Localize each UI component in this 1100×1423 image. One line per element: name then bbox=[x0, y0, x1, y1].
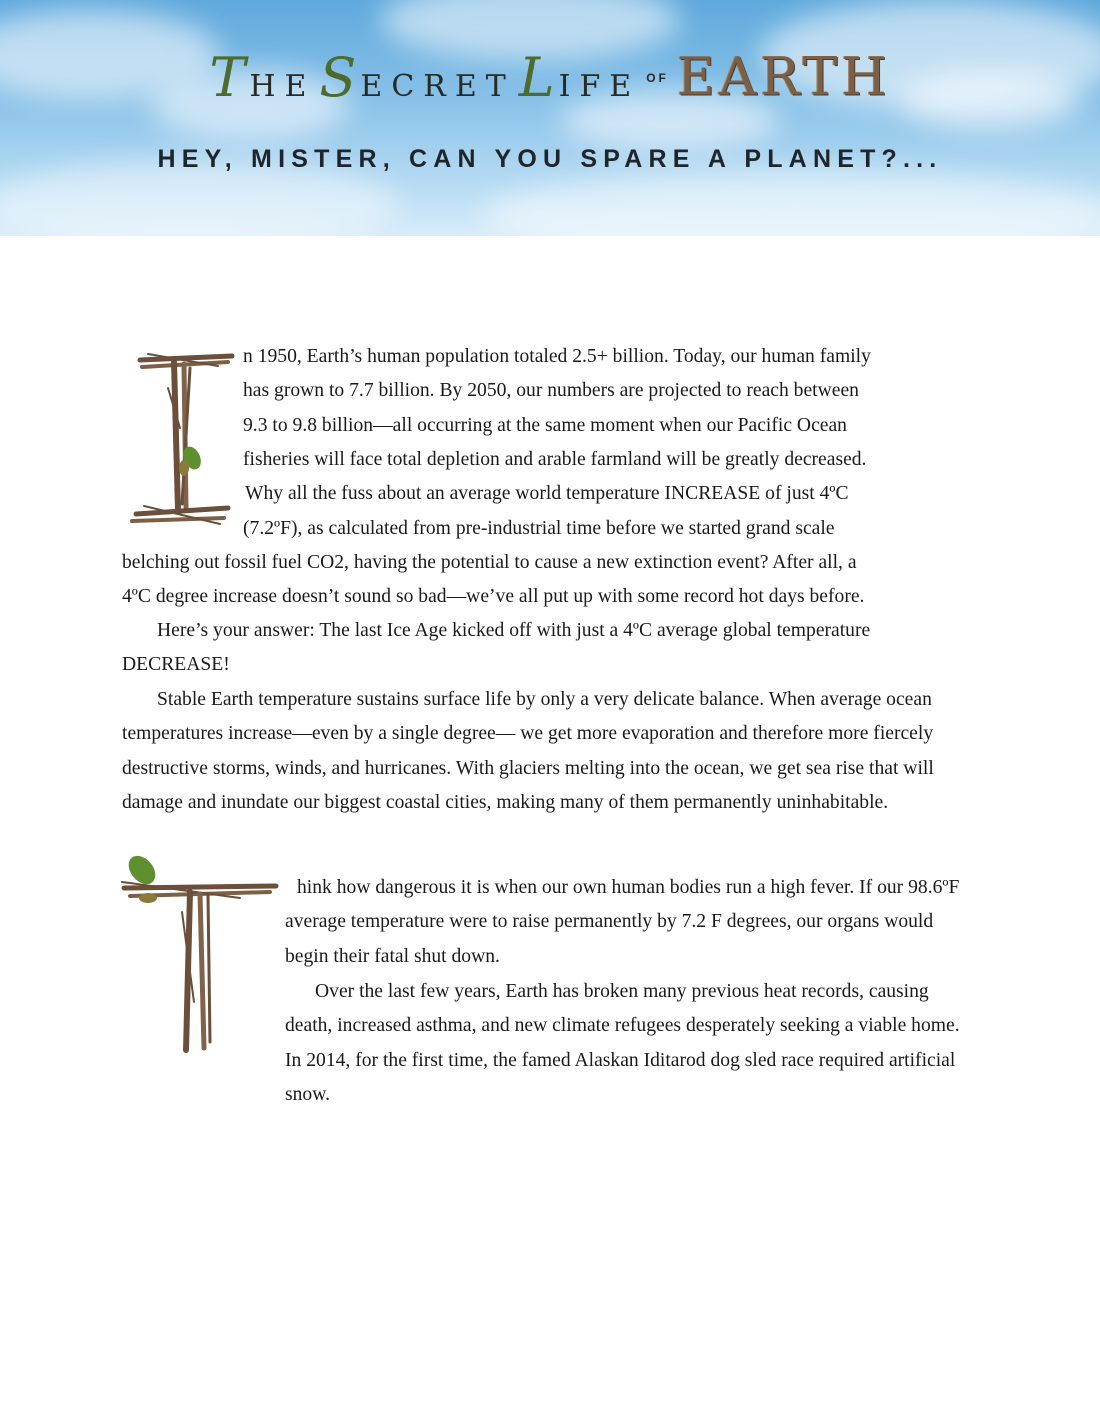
logo-life: LIFE bbox=[518, 46, 641, 109]
pinecone-icon bbox=[139, 893, 157, 903]
text-line: fisheries will face total depletion and arable farmland will be greatly decreased. bbox=[243, 448, 867, 470]
paragraph-delicate-balance: Stable Earth temperature sustains surface life by only a very delicate balance. When average ocean temperatures increase—even by a single degree— we get more evaporation and therefore more fiercely destructive storms, winds, and hurricanes. With glaciers melting into the ocean, we get sea rise that will damage and inundate our biggest coastal cities, making many of them permanently uninhabitable. bbox=[122, 689, 934, 813]
paragraph-fever: hink how dangerous it is when our own human bodies run a high fever. If our 98.6ºF average temperature were to raise permanently by 7.2 F degrees, our organs would begin their fatal shut down. bbox=[285, 877, 960, 967]
series-logo bbox=[0, 46, 1100, 109]
sky-header bbox=[0, 0, 1100, 236]
text-line: 4ºC degree increase doesn’t sound so bad—we’ve all put up with some record hot days before. bbox=[122, 586, 865, 608]
paragraph-ice-age: Here’s your answer: The last Ice Age kicked off with just a 4ºC average global temperature DECREASE! bbox=[122, 620, 871, 676]
text-line: has grown to 7.7 billion. By 2050, our numbers are projected to reach between bbox=[243, 380, 859, 402]
text-line: Why all the fuss about an average world temperature INCREASE of just 4ºC bbox=[245, 483, 849, 505]
paragraph-heat-records: Over the last few years, Earth has broken many previous heat records, causing death, increased asthma, and new climate refugees desperately seeking a viable home. In 2014, for the first time, the famed Alaskan Iditarod dog sled race required artificial snow. bbox=[285, 981, 960, 1105]
text-line: belching out fossil fuel CO2, having the potential to cause a new extinction event? After all, a bbox=[122, 551, 857, 573]
text-line: n 1950, Earth’s human population totaled 2.5+ billion. Today, our human family bbox=[243, 346, 871, 367]
logo-of: OF bbox=[646, 70, 669, 85]
logo-earth: EARTH bbox=[676, 47, 891, 108]
twig-letter-t-dropcap bbox=[120, 852, 280, 1057]
logo-secret: SECRET bbox=[319, 46, 515, 109]
twig-letter-i-dropcap bbox=[128, 348, 236, 528]
text-line: 9.3 to 9.8 billion—all occurring at the same moment when our Pacific Ocean bbox=[243, 414, 847, 436]
page-subtitle: HEY, MISTER, CAN YOU SPARE A PLANET?... bbox=[157, 145, 943, 173]
text-line: (7.2ºF), as calculated from pre-industrial time before we started grand scale bbox=[243, 517, 835, 539]
logo-the: THE bbox=[209, 46, 316, 109]
cloud bbox=[480, 170, 1100, 236]
pinecone-icon bbox=[179, 460, 189, 476]
